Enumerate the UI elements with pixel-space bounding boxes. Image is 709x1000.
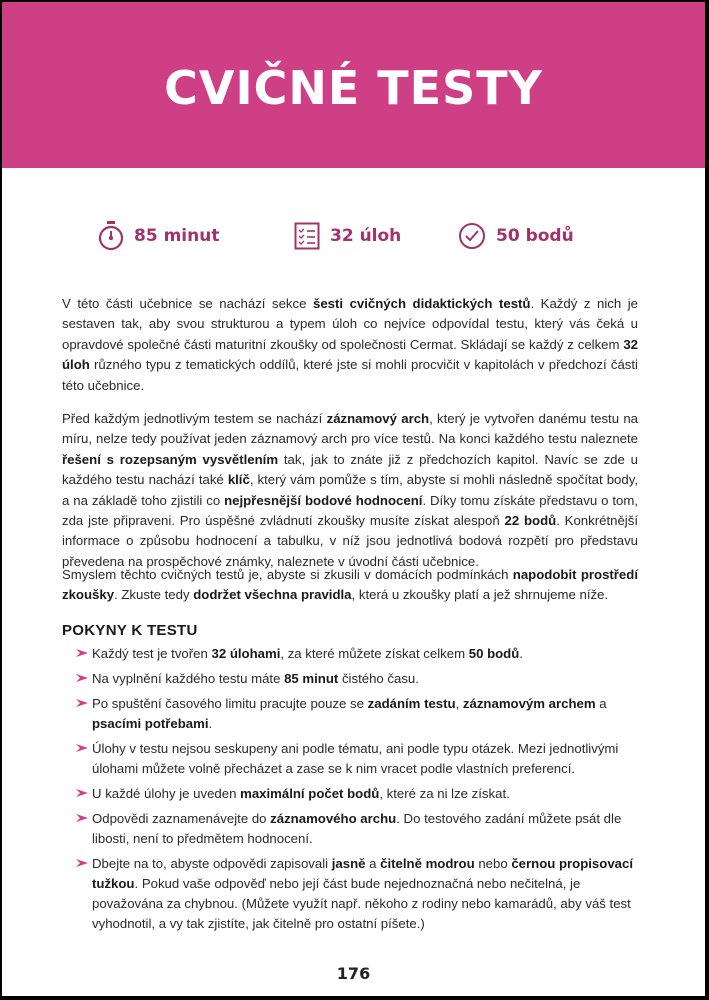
emphasis: čitelně modrou	[380, 856, 475, 871]
text: , který je vytvořen danému testu na míru, nelze tedy používat jeden záznamový arch pro více testů. Na konci každého testu naleznete	[62, 411, 638, 447]
rule-item	[76, 809, 636, 849]
text: .	[208, 716, 213, 731]
emphasis: jasně	[331, 856, 366, 871]
emphasis: černou propisovací tužkou	[92, 856, 633, 891]
text: Dbejte na to, abyste odpovědi zapisovali	[92, 856, 332, 871]
rule-item	[76, 854, 636, 934]
emphasis: 85 minut	[284, 671, 339, 686]
section-heading: POKYNY K TESTU	[62, 622, 198, 639]
text: V této části učebnice se nachází sekce	[62, 296, 313, 311]
text: tak, jak to znáte již z předchozích kapitol. Navíc se zde u každého testu nachází také	[62, 451, 638, 488]
text: Každý test je tvořen	[92, 646, 212, 661]
text: a	[365, 856, 381, 871]
emphasis: nejpřesnější bodové hodnocení	[224, 492, 423, 508]
text: Smyslem těchto cvičných testů je, abyste si zkusili v domácích podmínkách	[62, 567, 513, 582]
text: . Zkuste tedy	[114, 587, 194, 603]
rule-item	[76, 694, 636, 734]
page	[2, 2, 705, 996]
text: Úlohy v testu nejsou seskupeny ani podle tématu, ani podle typu otázek. Mezi jednotlivými úlohami můžete volně přecházet a zase se k nim vracet podle vlastních preferencí.	[92, 741, 619, 776]
emphasis: šesti cvičných didaktických testů	[312, 296, 531, 311]
emphasis: 22 bodů	[504, 513, 557, 529]
emphasis: klíč	[227, 472, 250, 488]
text: , který vám pomůže s tím, abyste si mohli následně spočítat body, a na základě toho zjistili co	[62, 472, 638, 508]
text: čistého času.	[338, 671, 419, 686]
checklist-icon	[294, 222, 320, 250]
emphasis: 32 úloh	[62, 336, 638, 373]
text: . Každý z nich je sestaven tak, aby svou strukturou a typem úloh co nejvíce odpovídal testu, který vás čeká u opravdové společné části maturitní zkoušky od společnosti Cermat. Skládají se každý z celkem	[62, 296, 638, 352]
emphasis: 32 úlohami	[211, 646, 281, 661]
text: ,	[455, 696, 463, 711]
arrow-bullet-icon	[76, 673, 88, 683]
emphasis: 50 bodů	[468, 646, 520, 661]
arrow-bullet-icon	[76, 813, 88, 823]
text: různého typu z tematických oddílů, které jste si mohli procvičit v kapitolách v předchozí části této učebnice.	[62, 357, 638, 393]
text: Na vyplnění každého testu máte	[92, 671, 285, 686]
rule-item	[76, 784, 636, 804]
stat-tasks-label: 32 úloh	[330, 226, 402, 246]
arrow-bullet-icon	[76, 743, 88, 753]
stat-tasks	[294, 222, 401, 250]
arrow-bullet-icon	[76, 698, 88, 708]
text: . Pokud vaše odpověď nebo její část bude nejednoznačná nebo nečitelná, je považována za chybnou. (Můžete využít např. někoho z rodiny nebo kamarádů, aby váš test vyhodnotil, a vy tak zjistíte, jak čitelně pro ostatní píšete.)	[92, 876, 631, 931]
stat-time	[98, 221, 219, 251]
check-circle-icon	[458, 222, 486, 250]
text: . Díky tomu získáte představu o tom, zda jste připraveni. Pro úspěšné zvládnutí zkoušky musíte získat alespoň	[62, 492, 638, 529]
emphasis: maximální počet bodů	[240, 786, 380, 801]
emphasis: záznamovým archem	[462, 696, 596, 711]
test-stats	[98, 216, 618, 256]
text: nebo	[474, 856, 512, 871]
page-number: 176	[336, 964, 371, 983]
intro-paragraph	[62, 294, 638, 396]
text: Před každým jednotlivým testem se nachází	[62, 411, 327, 426]
text: , za které můžete získat celkem	[280, 646, 469, 661]
arrow-bullet-icon	[76, 858, 88, 868]
purpose-paragraph	[62, 565, 638, 606]
emphasis: napodobit prostředí zkoušky	[62, 567, 638, 603]
text: . Do testového zadání můžete psát dle libosti, není to předmětem hodnocení.	[92, 811, 622, 846]
text: U každé úlohy je uveden	[92, 786, 241, 801]
rules-list	[76, 644, 636, 939]
text: Po spuštění časového limitu pracujte pouze se	[92, 696, 368, 711]
text: , která u zkoušky platí a jež shrnujeme níže.	[351, 587, 609, 603]
emphasis: zadáním testu	[367, 696, 456, 711]
page-title: CVIČNÉ TESTY	[164, 61, 543, 115]
header-banner	[2, 2, 705, 168]
arrow-bullet-icon	[76, 788, 88, 798]
stopwatch-icon	[98, 221, 124, 251]
emphasis: záznamový arch	[326, 411, 430, 426]
stat-points-label: 50 bodů	[496, 226, 574, 246]
text: . Konkrétnější informace o způsobu hodnocení a tabulku, v níž jsou jednotlivá bodová rozpětí pro představu převedena na prospěchové známky, naleznete v úvodní části učebnice.	[62, 513, 638, 569]
emphasis: řešení s rozepsaným vysvětlením	[62, 451, 279, 467]
rule-item	[76, 669, 636, 689]
rule-item	[76, 739, 636, 779]
answer-sheet-paragraph	[62, 409, 638, 572]
text: a	[595, 696, 607, 711]
text: .	[519, 646, 523, 661]
emphasis: dodržet všechna pravidla	[193, 587, 352, 603]
stat-time-label: 85 minut	[134, 226, 220, 246]
rule-item	[76, 644, 636, 664]
emphasis: psacími potřebami	[92, 716, 209, 731]
text: , které za ni lze získat.	[379, 786, 510, 801]
arrow-bullet-icon	[76, 648, 88, 658]
stat-points	[458, 222, 574, 250]
emphasis: záznamového archu	[270, 811, 397, 826]
text: Odpovědi zaznamenávejte do	[92, 811, 271, 826]
